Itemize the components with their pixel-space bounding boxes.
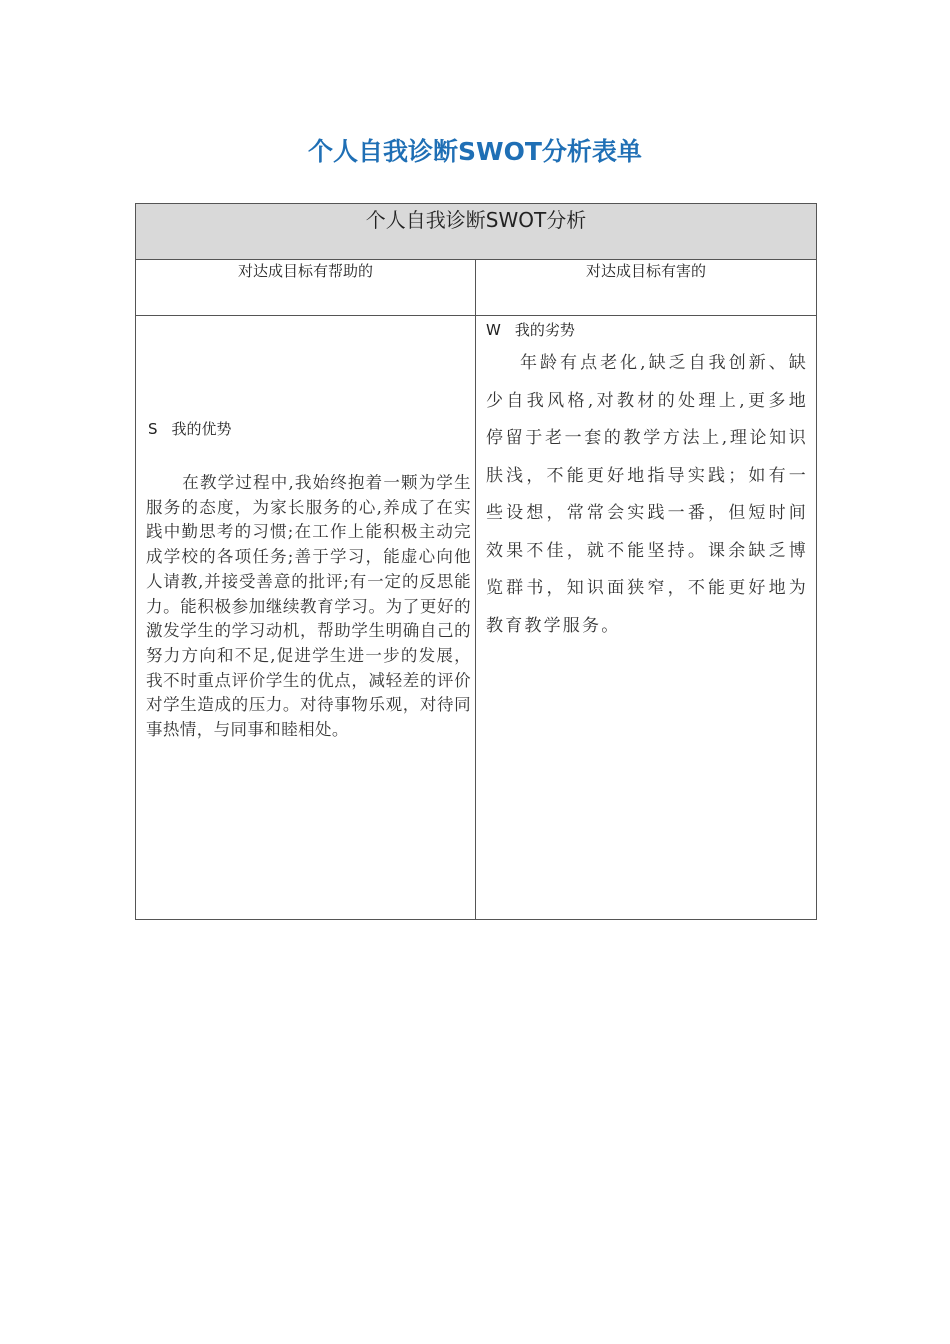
table-header-row xyxy=(136,204,817,260)
weaknesses-letter: W xyxy=(486,321,501,339)
strengths-label: 我的优势 xyxy=(171,420,232,438)
weaknesses-text: 年龄有点老化,缺乏自我创新、缺少自我风格,对教材的处理上,更多地停留于老一套的教学方法上,理论知识肤浅，不能更好地指导实践；如有一些设想，常常会实践一番，但短时间效果不佳，就不能坚持。课余缺乏博览群书，知识面狭窄，不能更好地为教育教学服务。 xyxy=(486,353,808,636)
weaknesses-cell xyxy=(476,316,817,920)
weaknesses-label: 我的劣势 xyxy=(514,321,575,339)
weaknesses-heading xyxy=(486,319,575,340)
swot-table xyxy=(135,203,817,920)
strengths-text: 在教学过程中,我始终抱着一颗为学生服务的态度，为家长服务的心,养成了在实践中勤思考的习惯;在工作上能积极主动完成学校的各项任务;善于学习，能虚心向他人请教,并接受善意的批评;有一定的反思能力。能积极参加继续教育学习。为了更好的激发学生的学习动机，帮助学生明确自己的努力方向和不足,促进学生进一步的发展，我不时重点评价学生的优点，减轻差的评价对学生造成的压力。对待事物乐观，对待同事热情，与同事和睦相处。 xyxy=(146,473,471,740)
document-title: 个人自我诊断SWOT分析表单 xyxy=(308,137,642,166)
table-body-row xyxy=(136,316,817,920)
strengths-letter: S xyxy=(148,420,158,438)
table-header: 个人自我诊断SWOT分析 xyxy=(136,204,817,260)
strengths-heading xyxy=(148,418,232,439)
strengths-cell xyxy=(136,316,476,920)
column-header-helpful: 对达成目标有帮助的 xyxy=(136,260,476,316)
column-header-row xyxy=(136,260,817,316)
column-header-harmful: 对达成目标有害的 xyxy=(476,260,817,316)
